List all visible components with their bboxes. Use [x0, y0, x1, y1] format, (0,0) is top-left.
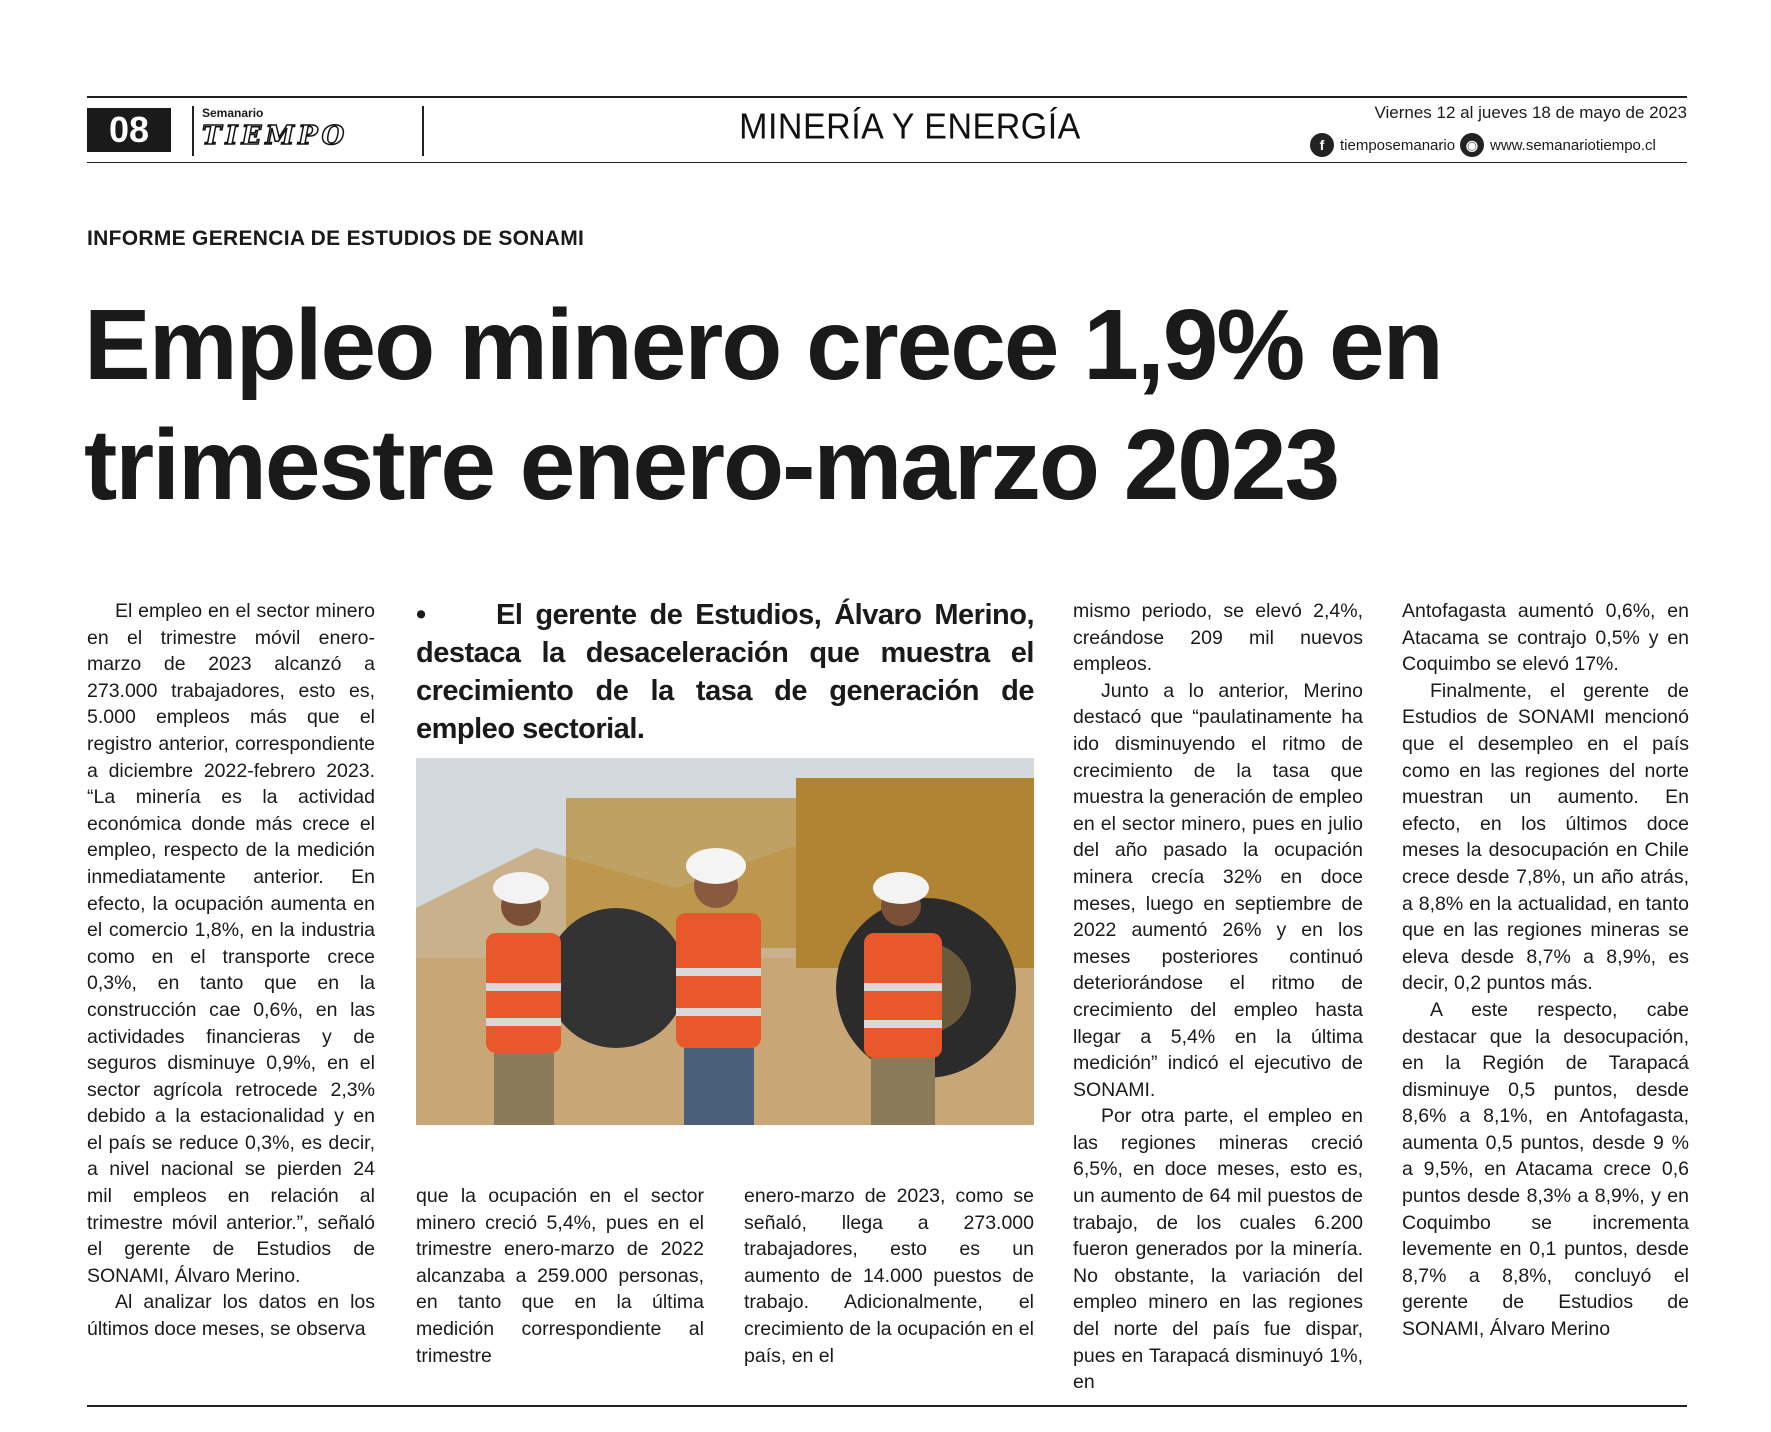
paragraph: El empleo en el sector minero en el trimestre móvil enero-marzo de 2023 alcanzó a 273.000 trabajadores, esto es, 5.000 empleos más que el registro anterior, correspondiente a diciembre 2022-febrero 2023. “La minería es la actividad económica donde más crece el empleo, respecto de la medición inmediatamente anterior. En efecto, la ocupación aumenta en el comercio 1,8%, en la industria como en el transporte crece 0,3%, en tanto que en la construcción cae 0,6%, en las actividades financieras y de seguros disminuye 0,9%, en el sector agrícola retrocede 2,3% debido a la estacionalidad y en el país se reduce 0,3%, es decir, a nivel nacional se pierden 24 mil empleos en relación al trimestre móvil anterior.”, señaló el gerente de Estudios de SONAMI, Álvaro Merino. — [87, 600, 375, 1287]
miners-photo-illustration — [416, 758, 1034, 1125]
headline-line-1: Empleo minero crece 1,9% en — [84, 289, 1442, 401]
masthead-logo — [192, 106, 424, 156]
section-title: MINERÍA Y ENERGÍA — [739, 107, 1081, 147]
website-url: www.semanariotiempo.cl — [1490, 136, 1656, 154]
article-deck — [416, 596, 1034, 748]
article-kicker: INFORME GERENCIA DE ESTUDIOS DE SONAMI — [87, 227, 585, 250]
paragraph: Antofagasta aumentó 0,6%, en Atacama se contrajo 0,5% y en Coquimbo se elevó 17%. — [1402, 600, 1689, 676]
paragraph: que la ocupación en el sector minero creció 5,4%, pues en el trimestre enero-marzo de 2022 alcanzaba a 259.000 personas, en tanto que en la última medición correspondiente al trimestre — [416, 1185, 704, 1367]
article-headline — [84, 285, 1684, 525]
headline-line-2: trimestre enero-marzo 2023 — [84, 409, 1339, 521]
article-column-1 — [87, 598, 375, 1343]
article-column-4 — [1073, 598, 1363, 1396]
website-link[interactable] — [1460, 133, 1656, 157]
globe-icon: ◉ — [1460, 133, 1484, 157]
masthead-name: TIEMPO — [202, 121, 349, 151]
article-column-2 — [416, 1183, 704, 1369]
paragraph: enero-marzo de 2023, como se señaló, llega a 273.000 trabajadores, esto es un aumento de 14.000 puestos de trabajo. Adicionalmente, el crecimiento de la ocupación en el país, en el — [744, 1185, 1034, 1367]
page-number: 08 — [87, 108, 171, 152]
paragraph: Por otra parte, el empleo en las regiones mineras creció 6,5%, en doce meses, esto es, un aumento de 64 mil puestos de trabajo, de los cuales 6.200 fueron generados por la minería. No obstante, la variación del empleo minero en las regiones del norte del país fue dispar, pues en Tarapacá disminuyó 1%, en — [1073, 1105, 1363, 1394]
article-column-3 — [744, 1183, 1034, 1369]
facebook-handle: tiemposemanario — [1340, 136, 1456, 154]
article-column-5 — [1402, 598, 1689, 1343]
paragraph: A este respecto, cabe destacar que la desocupación, en la Región de Tarapacá disminuye 0,5 puntos, desde 8,6% a 8,1%, en Antofagasta, aumenta 0,5 puntos, desde 9 % a 9,5%, en Atacama crece 0,6 puntos desde 8,3% a 8,9%, y en Coquimbo se incrementa levemente en 0,1 puntos, desde 8,7% a 8,8%, concluyó el gerente de Estudios de SONAMI, Álvaro Merino — [1402, 998, 1689, 1341]
bottom-rule — [87, 1405, 1687, 1407]
paragraph: Al analizar los datos en los últimos doce meses, se observa — [87, 1291, 375, 1341]
deck-text: El gerente de Estudios, Álvaro Merino, destaca la desaceleración que muestra el crecimiento de la tasa de generación de empleo sectorial. — [416, 599, 1034, 745]
header-rule — [87, 162, 1687, 163]
issue-date: Viernes 12 al jueves 18 de mayo de 2023 — [1374, 103, 1687, 122]
paragraph: Finalmente, el gerente de Estudios de SONAMI mencionó que el desempleo en el país como en las regiones del norte muestran un aumento. En efecto, en los últimos doce meses la desocupación en Chile crece desde 7,8%, un año atrás, a 8,8% en la actualidad, en tanto que en las regiones mineras se eleva desde 8,7% a 8,9%, es decir, 0,2 puntos más. — [1402, 679, 1689, 995]
facebook-icon: f — [1310, 133, 1334, 157]
facebook-link[interactable] — [1310, 133, 1455, 157]
paragraph: mismo periodo, se elevó 2,4%, creándose 209 mil nuevos empleos. — [1073, 600, 1363, 676]
bullet-icon: • — [416, 599, 426, 631]
paragraph: Junto a lo anterior, Merino destacó que “paulatinamente ha ido disminuyendo el ritmo de crecimiento de la tasa que muestra la generación de empleo en el sector minero, pues en julio del año pasado la ocupación minera crecía 32% en doce meses, luego en septiembre de 2022 aumentó 26% y en los meses posteriores continuó deteriorándose el ritmo de crecimiento del empleo hasta llegar a 5,4% en la última medición” indicó el ejecutivo de SONAMI. — [1073, 679, 1363, 1101]
top-rule — [87, 96, 1687, 98]
masthead-small-label: Semanario — [202, 106, 264, 120]
article-photo — [416, 758, 1034, 1125]
